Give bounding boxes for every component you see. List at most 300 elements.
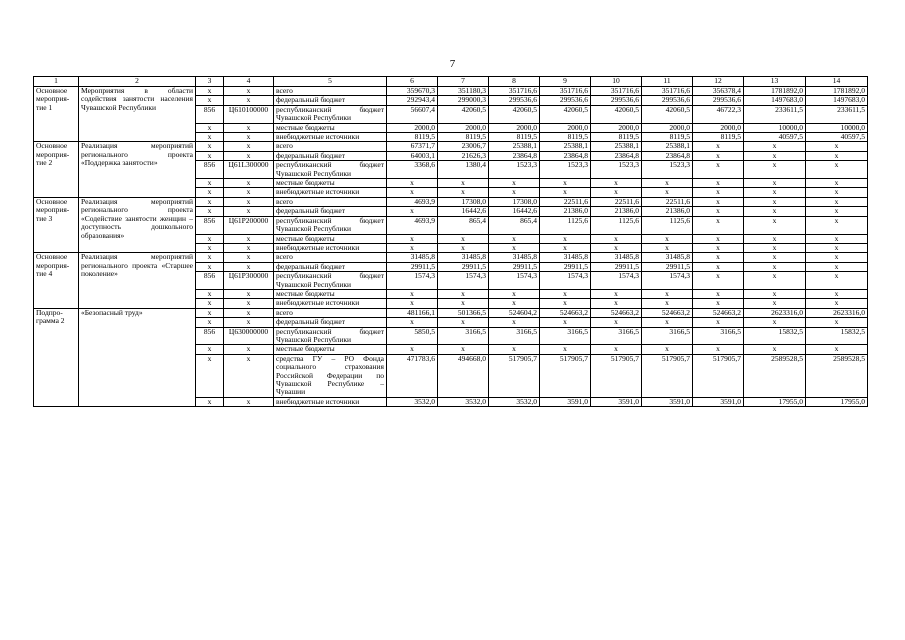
value-cell: x [540,345,591,354]
value-cell: x [489,345,540,354]
table-body [34,87,868,407]
value-cell: x [540,179,591,188]
value-cell: x [806,299,868,308]
grbs-cell: x [196,299,224,308]
value-cell: x [693,197,744,206]
grbs-cell: x [196,234,224,243]
grbs-cell: x [196,179,224,188]
value-cell: 3166,5 [489,327,540,345]
value-cell: 25388,1 [489,142,540,151]
value-cell: x [438,318,489,327]
column-header-13: 13 [744,77,806,87]
value-cell: 17955,0 [744,397,806,406]
value-cell: 3166,5 [642,327,693,345]
value-cell: 3591,0 [591,397,642,406]
grbs-cell: x [196,123,224,132]
value-cell: x [744,188,806,197]
value-cell: 23864,8 [591,151,642,160]
value-cell: 42060,5 [591,105,642,123]
funding-source-cell: всего [274,308,387,317]
value-cell: x [642,234,693,243]
value-cell: x [387,299,438,308]
value-cell: 8119,5 [540,133,591,142]
value-cell: x [744,253,806,262]
value-cell: 1497683,0 [806,96,868,105]
value-cell: 31485,8 [387,253,438,262]
value-cell: 233611,5 [744,105,806,123]
value-cell: x [806,142,868,151]
csr-cell: Ц61L300000 [224,161,274,179]
value-cell: x [693,345,744,354]
funding-source-cell: республиканский бюджет Чувашской Республики [274,105,387,123]
value-cell: x [438,289,489,298]
value-cell: 17308,0 [489,197,540,206]
value-cell: x [489,234,540,243]
value-cell: x [540,234,591,243]
value-cell: 299536,6 [489,96,540,105]
value-cell: 22511,6 [642,197,693,206]
value-cell: x [540,243,591,252]
grbs-cell: x [196,197,224,206]
header-row [34,77,868,87]
value-cell: x [540,299,591,308]
grbs-cell: x [196,345,224,354]
value-cell: 1523,3 [591,161,642,179]
value-cell: 524663,2 [642,308,693,317]
value-cell: x [693,318,744,327]
grbs-cell: x [196,151,224,160]
value-cell: x [744,234,806,243]
grbs-cell: x [196,87,224,96]
value-cell: 3591,0 [540,397,591,406]
value-cell: 31485,8 [591,253,642,262]
status-cell: Подпро-грамма 2 [34,308,79,406]
csr-cell: x [224,197,274,206]
value-cell: 1781892,0 [744,87,806,96]
funding-source-cell: федеральный бюджет [274,207,387,216]
value-cell: x [642,188,693,197]
funding-source-cell: республиканский бюджет Чувашской Республики [274,161,387,179]
csr-cell: x [224,243,274,252]
value-cell: 233611,5 [806,105,868,123]
value-cell: 25388,1 [540,142,591,151]
value-cell: x [591,318,642,327]
value-cell: 3532,0 [438,397,489,406]
value-cell: 8119,5 [489,133,540,142]
value-cell: 2000,0 [642,123,693,132]
csr-cell: x [224,96,274,105]
value-cell: 517905,7 [693,354,744,397]
value-cell: 29911,5 [642,262,693,271]
value-cell: 29911,5 [489,262,540,271]
value-cell: 1125,6 [540,216,591,234]
value-cell: 524663,2 [591,308,642,317]
value-cell: x [806,207,868,216]
funding-source-cell: федеральный бюджет [274,96,387,105]
value-cell: 1781892,0 [806,87,868,96]
value-cell: x [591,179,642,188]
value-cell: 3591,0 [642,397,693,406]
value-cell: x [693,142,744,151]
value-cell: 4693,9 [387,197,438,206]
value-cell: 501366,5 [438,308,489,317]
value-cell: 15832,5 [806,327,868,345]
csr-cell: x [224,207,274,216]
value-cell: x [693,289,744,298]
column-header-5: 5 [274,77,387,87]
value-cell: x [693,262,744,271]
column-header-14: 14 [806,77,868,87]
funding-source-cell: местные бюджеты [274,123,387,132]
value-cell: x [489,318,540,327]
value-cell: 517905,7 [489,354,540,397]
column-header-11: 11 [642,77,693,87]
value-cell: x [387,318,438,327]
value-cell: 8119,5 [387,133,438,142]
csr-cell: x [224,188,274,197]
grbs-cell: 856 [196,161,224,179]
csr-cell: x [224,151,274,160]
value-cell: 17308,0 [438,197,489,206]
value-cell: x [540,289,591,298]
grbs-cell: 856 [196,327,224,345]
csr-cell: x [224,123,274,132]
value-cell: 22511,6 [540,197,591,206]
table-row [34,253,868,262]
value-cell: 10000,0 [806,123,868,132]
value-cell: x [744,151,806,160]
value-cell: x [806,253,868,262]
value-cell: 481166,1 [387,308,438,317]
funding-source-cell: федеральный бюджет [274,262,387,271]
csr-cell: x [224,299,274,308]
value-cell: x [693,272,744,290]
program-title-cell: Реализация мероприятий регионального проекта «Поддержка занятости» [79,142,196,197]
value-cell: 3166,5 [438,327,489,345]
value-cell: 2000,0 [387,123,438,132]
value-cell: x [693,179,744,188]
value-cell: 359670,3 [387,87,438,96]
value-cell: 23864,8 [540,151,591,160]
value-cell: 21386,0 [540,207,591,216]
value-cell: x [806,234,868,243]
value-cell: x [744,243,806,252]
value-cell: 29911,5 [591,262,642,271]
value-cell: 64003,1 [387,151,438,160]
value-cell: x [438,243,489,252]
program-title-cell: Мероприятия в области содействия занятости населения Чувашской Республики [79,87,196,142]
value-cell: 2000,0 [438,123,489,132]
column-header-9: 9 [540,77,591,87]
csr-cell: x [224,354,274,397]
column-header-12: 12 [693,77,744,87]
status-cell: Основное мероприя-тие 2 [34,142,79,197]
value-cell: x [438,188,489,197]
grbs-cell: x [196,142,224,151]
csr-cell: x [224,179,274,188]
csr-cell: Ц61P300000 [224,272,274,290]
value-cell: 16442,6 [489,207,540,216]
grbs-cell: x [196,188,224,197]
value-cell: x [806,318,868,327]
value-cell: x [744,161,806,179]
csr-cell: x [224,142,274,151]
grbs-cell: 856 [196,272,224,290]
grbs-cell: x [196,243,224,252]
value-cell: x [387,179,438,188]
program-title-cell: Реализация мероприятий регионального проекта «Старшее поколение» [79,253,196,308]
column-header-3: 3 [196,77,224,87]
value-cell: x [806,262,868,271]
csr-cell: x [224,234,274,243]
value-cell: x [387,207,438,216]
value-cell: 356378,4 [693,87,744,96]
value-cell: 42060,5 [438,105,489,123]
value-cell: 299536,6 [540,96,591,105]
value-cell: x [693,161,744,179]
value-cell: x [806,216,868,234]
value-cell: x [438,299,489,308]
budget-table [33,76,868,407]
csr-cell: x [224,253,274,262]
funding-source-cell: внебюджетные источники [274,397,387,406]
status-cell: Основное мероприя-тие 3 [34,197,79,252]
value-cell: x [540,318,591,327]
value-cell: x [591,299,642,308]
value-cell: 1574,3 [540,272,591,290]
value-cell: 21626,3 [438,151,489,160]
funding-source-cell: внебюджетные источники [274,299,387,308]
grbs-cell: x [196,397,224,406]
value-cell: x [693,151,744,160]
column-header-7: 7 [438,77,489,87]
value-cell: 3166,5 [693,327,744,345]
value-cell: 42060,5 [489,105,540,123]
value-cell: 5850,5 [387,327,438,345]
value-cell: 22511,6 [591,197,642,206]
value-cell: x [806,179,868,188]
value-cell: 351716,6 [540,87,591,96]
grbs-cell: x [196,207,224,216]
funding-source-cell: внебюджетные источники [274,243,387,252]
value-cell: x [489,179,540,188]
value-cell: 15832,5 [744,327,806,345]
grbs-cell: x [196,318,224,327]
table-row [34,142,868,151]
grbs-cell: x [196,96,224,105]
value-cell: 8119,5 [693,133,744,142]
value-cell: x [693,253,744,262]
funding-source-cell: федеральный бюджет [274,318,387,327]
value-cell: 3532,0 [489,397,540,406]
value-cell: 1523,3 [642,161,693,179]
value-cell: x [591,289,642,298]
funding-source-cell: внебюджетные источники [274,188,387,197]
csr-cell: x [224,345,274,354]
value-cell: 1523,3 [540,161,591,179]
value-cell: 524604,2 [489,308,540,317]
column-header-1: 1 [34,77,79,87]
value-cell: 1574,3 [642,272,693,290]
csr-cell: Ц610100000 [224,105,274,123]
value-cell: 1574,3 [591,272,642,290]
value-cell: 29911,5 [438,262,489,271]
value-cell: x [387,289,438,298]
value-cell: x [693,207,744,216]
value-cell: x [744,179,806,188]
value-cell: x [642,318,693,327]
value-cell: 25388,1 [591,142,642,151]
value-cell: 2000,0 [591,123,642,132]
grbs-cell: x [196,289,224,298]
value-cell: 351180,3 [438,87,489,96]
value-cell: x [744,318,806,327]
value-cell: 17955,0 [806,397,868,406]
value-cell: 31485,8 [642,253,693,262]
value-cell: 1523,3 [489,161,540,179]
column-header-4: 4 [224,77,274,87]
value-cell: x [806,161,868,179]
value-cell: 31485,8 [540,253,591,262]
value-cell: 25388,1 [642,142,693,151]
value-cell: x [806,151,868,160]
value-cell: 3368,6 [387,161,438,179]
value-cell: 3591,0 [693,397,744,406]
value-cell: x [591,234,642,243]
value-cell: x [744,272,806,290]
value-cell: 1574,3 [438,272,489,290]
csr-cell: x [224,133,274,142]
value-cell: 1380,4 [438,161,489,179]
value-cell: x [693,299,744,308]
column-header-6: 6 [387,77,438,87]
value-cell: 21386,0 [642,207,693,216]
value-cell: 524663,2 [693,308,744,317]
funding-source-cell: местные бюджеты [274,345,387,354]
value-cell: 517905,7 [540,354,591,397]
value-cell: 8119,5 [591,133,642,142]
value-cell: 3166,5 [591,327,642,345]
value-cell: 524663,2 [540,308,591,317]
value-cell: 351716,6 [591,87,642,96]
value-cell: 2589528,5 [744,354,806,397]
program-title-cell: Реализация мероприятий регионального проекта «Содействие занятости женщин – доступность дошкольного образования» [79,197,196,252]
value-cell: 2000,0 [489,123,540,132]
grbs-cell: x [196,133,224,142]
csr-cell: x [224,397,274,406]
value-cell: 31485,8 [438,253,489,262]
value-cell: x [591,345,642,354]
value-cell: 23864,8 [489,151,540,160]
value-cell: x [489,289,540,298]
column-header-10: 10 [591,77,642,87]
table-row [34,87,868,96]
value-cell: 3532,0 [387,397,438,406]
funding-source-cell: всего [274,253,387,262]
csr-cell: x [224,308,274,317]
funding-source-cell: всего [274,142,387,151]
value-cell: 29911,5 [540,262,591,271]
value-cell: x [591,188,642,197]
value-cell: 1574,3 [489,272,540,290]
value-cell: 299000,3 [438,96,489,105]
value-cell: 2589528,5 [806,354,868,397]
csr-cell: Ц630000000 [224,327,274,345]
value-cell: x [489,188,540,197]
value-cell: x [806,272,868,290]
value-cell: x [744,197,806,206]
value-cell: 46722,3 [693,105,744,123]
value-cell: x [806,243,868,252]
grbs-cell: x [196,262,224,271]
value-cell: 1125,6 [642,216,693,234]
value-cell: 351716,6 [489,87,540,96]
value-cell: x [806,345,868,354]
value-cell: 494668,0 [438,354,489,397]
value-cell: x [489,299,540,308]
value-cell: 29911,5 [387,262,438,271]
value-cell: x [642,345,693,354]
page-number: 7 [449,58,456,70]
value-cell: 40597,5 [806,133,868,142]
funding-source-cell: республиканский бюджет Чувашской Республики [274,327,387,345]
csr-cell: x [224,289,274,298]
value-cell: 292943,4 [387,96,438,105]
csr-cell: x [224,87,274,96]
csr-cell: x [224,318,274,327]
table-row [34,197,868,206]
funding-source-cell: средства ГУ – РО Фонда социального страхования Российской Федерации по Чувашской Республике – Чувашии [274,354,387,397]
funding-source-cell: местные бюджеты [274,289,387,298]
table-row [34,308,868,317]
funding-source-cell: республиканский бюджет Чувашской Республики [274,216,387,234]
funding-source-cell: всего [274,197,387,206]
value-cell: 42060,5 [642,105,693,123]
value-cell: x [693,216,744,234]
value-cell: 471783,6 [387,354,438,397]
value-cell: x [693,243,744,252]
program-title-cell: «Безопасный труд» [79,308,196,406]
value-cell: 16442,6 [438,207,489,216]
value-cell: 3166,5 [540,327,591,345]
value-cell: x [642,289,693,298]
value-cell: x [806,197,868,206]
csr-cell: Ц61P200000 [224,216,274,234]
value-cell: x [642,243,693,252]
funding-source-cell: местные бюджеты [274,234,387,243]
grbs-cell: x [196,253,224,262]
value-cell: 23006,7 [438,142,489,151]
value-cell: 40597,5 [744,133,806,142]
value-cell: 299536,6 [693,96,744,105]
funding-source-cell: всего [274,87,387,96]
value-cell: 865,4 [489,216,540,234]
value-cell: x [489,243,540,252]
value-cell: x [744,142,806,151]
value-cell: 42060,5 [540,105,591,123]
value-cell: x [387,243,438,252]
column-header-8: 8 [489,77,540,87]
value-cell: 21386,0 [591,207,642,216]
value-cell: 23864,8 [642,151,693,160]
value-cell: x [744,207,806,216]
value-cell: 299536,6 [591,96,642,105]
value-cell: 2000,0 [540,123,591,132]
funding-source-cell: местные бюджеты [274,179,387,188]
value-cell: 10000,0 [744,123,806,132]
value-cell: x [438,179,489,188]
value-cell: x [744,289,806,298]
